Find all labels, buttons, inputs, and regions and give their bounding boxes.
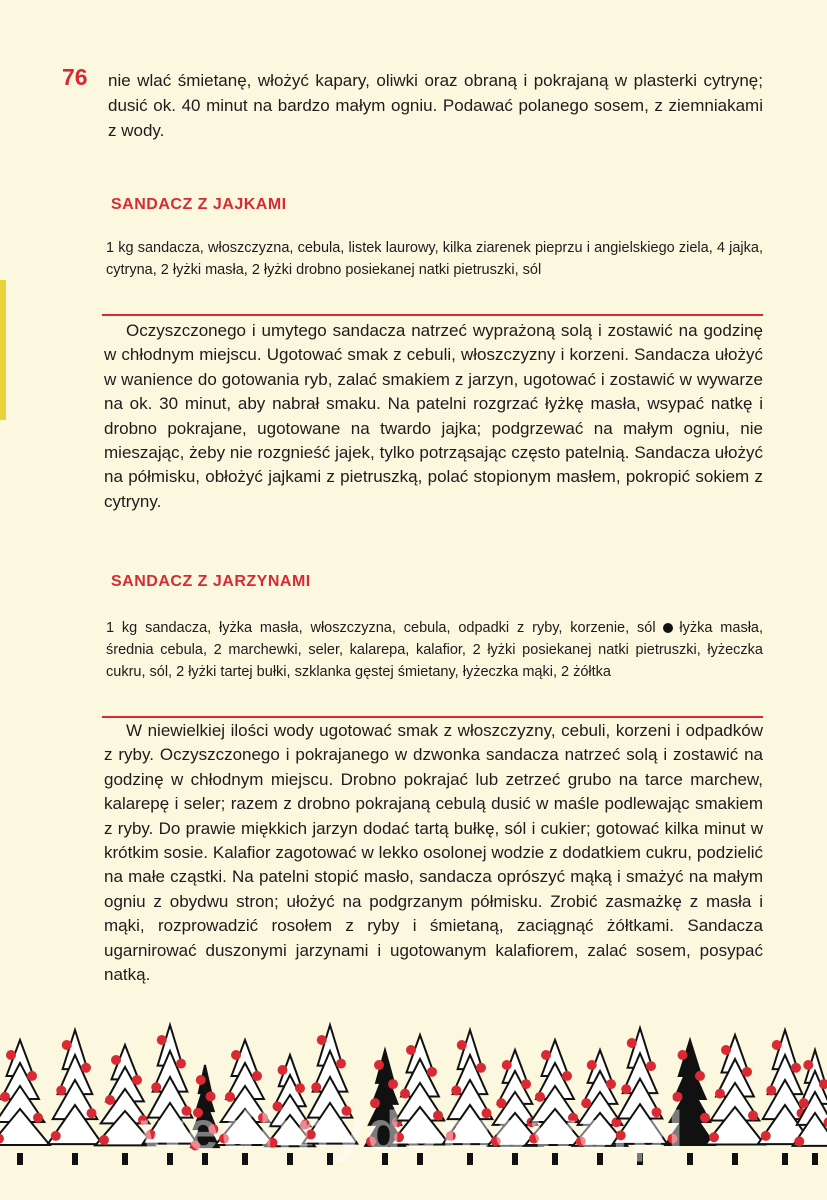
recipe-title-sandacz-z-jajkami: SANDACZ Z JAJKAMI	[111, 196, 287, 213]
section-divider	[102, 314, 763, 316]
page-edge-mark	[0, 280, 6, 420]
recipe-method	[104, 719, 763, 987]
method-paragraph: W niewielkiej ilości wody ugotować smak z włoszczyzny, cebuli, korzeni i odpadków z ryby. Oczyszczonego i pokrajanego w dzwonka sandacza natrzeć solą i zostawić na godzinę w chłodnym miejscu. Drobno pokrajać lub zetrzeć grubo na tarce marchew, kalarepę i seler; razem z drobno pokrajaną cebulą dusić w maśle podlewając smakiem z ryby. Do prawie miękkich jarzyn dodać tartą bułkę, sól i cukier; gotować kilka minut w krótkim sosie. Kalafior zagotować w lekko osolonej wodzie z dodatkiem cukru, podzielić na małe cząstki. Na patelni stopić masło, sandacza oprószyć mąką i smażyć na małym ogniu z obydwu stron; ułożyć na podgrzanym półmisku. Zrobić zasmażkę z masła i mąki, rozprowadzić rosołem z ryby i śmietaną, zaciągnąć żółtkami. Sandacza ugarnirować duszonymi jarzynami i ugotowanym kalafiorem, zalać sosem, posypać natką.	[104, 721, 763, 985]
intro-text: nie wlać śmietanę, włożyć kapary, oliwki oraz obraną i pokrajaną w plasterki cytrynę; dusić ok. 40 minut na bardzo małym ogniu. Podawać polanego sosem, z ziemniakami z wody.	[108, 71, 763, 140]
method-paragraph: Oczyszczonego i umytego sandacza natrzeć wyprażoną solą i zostawić na godzinę w chłodnym miejscu. Ugotować smak z cebuli, włoszczyzny i korzeni. Sandacza ułożyć w wanience do gotowania ryb, zalać smakiem z jarzyn, ugotować i zostawić w wywarze na ok. 30 minut, aby nabrał smaku. Na patelni rozgrzać łyżkę masła, wsypać natkę i drobno pokrajane, ugotowane na twardo jajka; podgrzewać na małym ogniu, nie mieszając, żeby nie rozgnieść jajek, tylko potrząsając często patelnią. Sandacza ułożyć na półmisku, obłożyć jajkami z pietruszką, polać stopionym masłem, pokropić sokiem z cytryny.	[104, 321, 763, 511]
watermark: wedlinydomowe.pl	[140, 1099, 687, 1162]
recipe-ingredients: 1 kg sandacza, włoszczyzna, cebula, listek laurowy, kilka ziarenek pieprzu i angielskiego ziela, 4 jajka, cytryna, 2 łyżki masła, 2 łyżki drobno posiekanej natki pietruszki, sól	[106, 240, 763, 278]
ingredients-vegetables: łyżka masła, średnia cebula, 2 marchewki, seler, kalarepa, kalafior, 2 łyżki posiekanej natki pietruszki, łyżeczka cukru, sól, 2 łyżki tartej bułki, szklanka gęstej śmietany, łyżeczka mąki, 2 żółtka	[106, 620, 764, 680]
recipe-title-sandacz-z-jarzynami: SANDACZ Z JARZYNAMI	[111, 573, 311, 590]
recipe-ingredients	[106, 617, 763, 683]
ground	[0, 1165, 827, 1200]
page-number: 76	[62, 64, 88, 90]
bullet-icon	[663, 623, 673, 633]
recipe-method	[104, 319, 763, 514]
ingredients-fish: 1 kg sandacza, łyżka masła, włoszczyzna, cebula, odpadki z ryby, korzenie, sól	[106, 620, 656, 636]
section-divider	[102, 716, 763, 718]
